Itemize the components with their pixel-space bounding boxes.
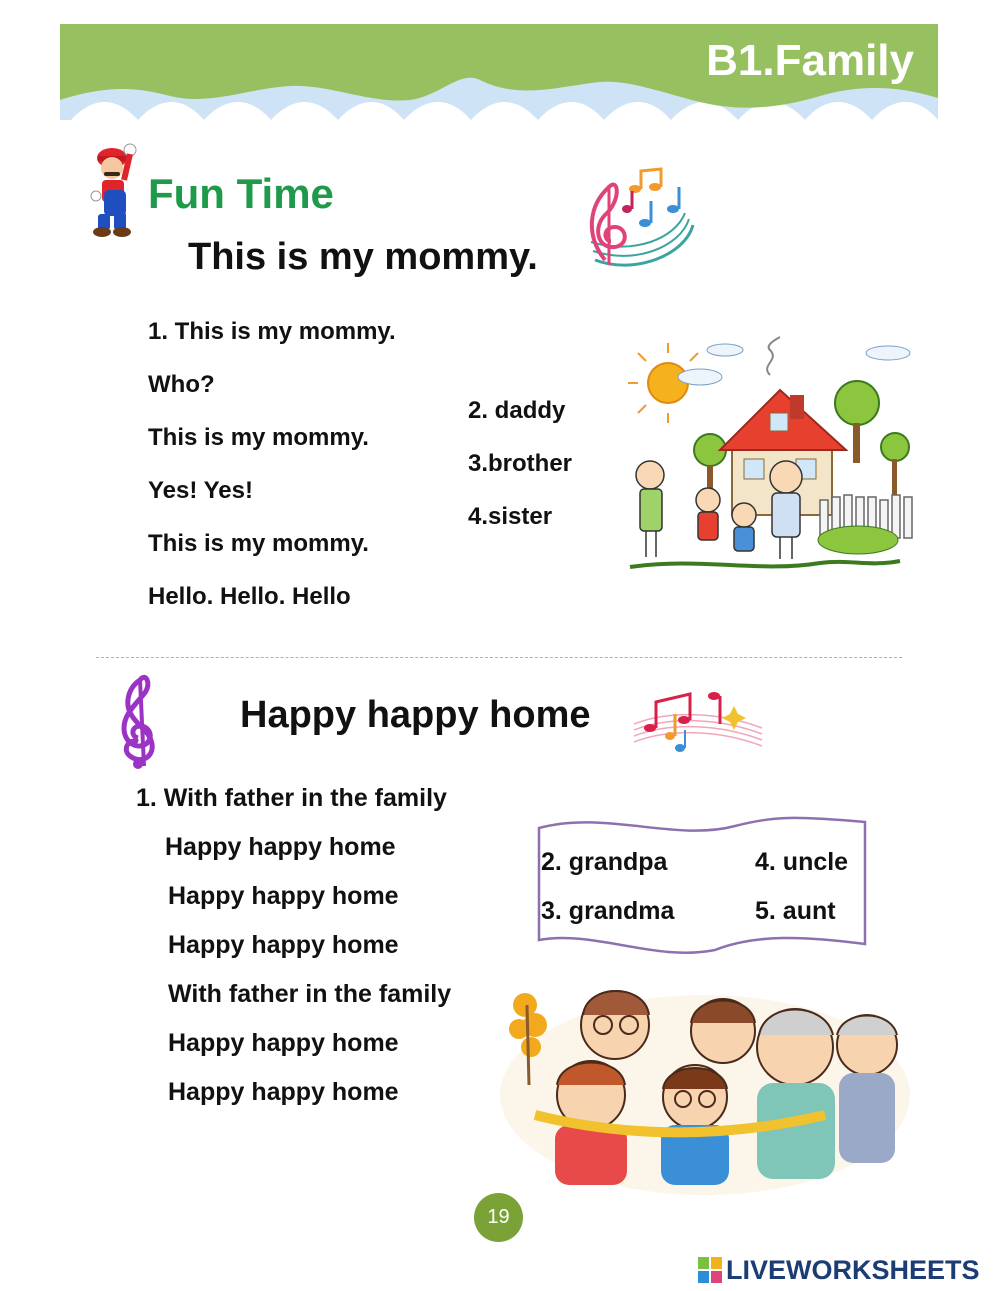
lyric-line: Who?	[148, 371, 215, 398]
word-scroll-box	[535, 812, 871, 954]
variation-item: 4.sister	[468, 503, 553, 530]
lyric-line: 1. With father in the family	[136, 784, 447, 812]
brand-text: LIVEWORKSHEETS	[726, 1254, 980, 1285]
word-item: 3. grandma	[541, 897, 675, 925]
treble-clef-icon	[110, 672, 165, 770]
word-item: 4. uncle	[755, 848, 849, 876]
lyric-line: Happy happy home	[168, 1029, 399, 1057]
word-item: 2. grandpa	[541, 848, 668, 876]
brand-logo-icon	[698, 1257, 722, 1283]
lyric-line: With father in the family	[168, 980, 452, 1008]
page-number-badge: 19	[474, 1193, 523, 1242]
music-staff-icon	[630, 684, 765, 756]
lyric-line: Happy happy home	[168, 882, 399, 910]
song-title: This is my mommy.	[188, 236, 538, 278]
lyric-line: This is my mommy.	[148, 424, 369, 451]
music-notes-icon	[575, 165, 700, 277]
variation-item: 2. daddy	[468, 397, 566, 424]
lyric-line: 1. This is my mommy.	[148, 318, 396, 345]
mario-figure-icon	[90, 138, 140, 238]
lyric-line: Happy happy home	[168, 1078, 399, 1106]
lyric-line: Happy happy home	[168, 931, 399, 959]
lyric-line: This is my mommy.	[148, 530, 369, 557]
section-title-happy-home: Happy happy home	[240, 694, 591, 736]
lyric-line: Happy happy home	[165, 833, 396, 861]
lyric-line: Hello. Hello. Hello	[148, 583, 351, 610]
brand-logo	[698, 1254, 980, 1286]
family-house-illustration	[620, 335, 920, 580]
lyric-line: Yes! Yes!	[148, 477, 253, 504]
big-family-illustration	[495, 965, 915, 1197]
word-item: 5. aunt	[755, 897, 836, 925]
unit-title: B1.Family	[706, 36, 914, 85]
section-title-fun-time: Fun Time	[148, 170, 334, 217]
section-divider	[96, 657, 902, 658]
variation-item: 3.brother	[468, 450, 573, 477]
